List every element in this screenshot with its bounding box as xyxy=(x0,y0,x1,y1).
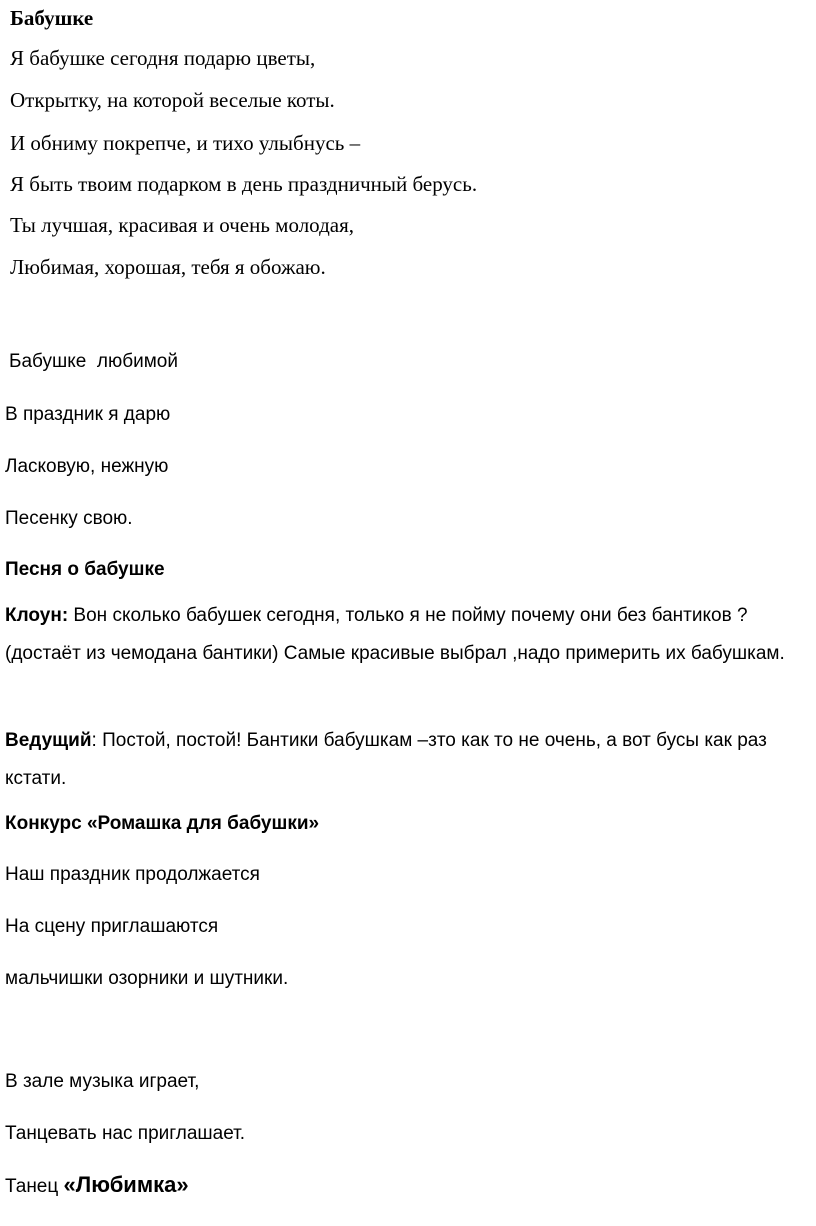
poem2-line-3: Песенку свою. xyxy=(5,508,133,529)
contest-line-3: мальчишки озорники и шутники. xyxy=(5,968,289,989)
host-speaker: Ведущий xyxy=(5,730,92,751)
contest-line-2: На сцену приглашаются xyxy=(5,916,219,937)
contest-title: Конкурс «Ромашка для бабушки» xyxy=(5,813,320,834)
poem2-line-1: В праздник я дарю xyxy=(5,404,171,425)
music-line-2: Танцевать нас приглашает. xyxy=(5,1123,246,1144)
clown-paragraph xyxy=(5,597,795,673)
music-line-1: В зале музыка играет, xyxy=(5,1071,200,1092)
host-paragraph xyxy=(5,722,795,798)
poem1-line-1: Я бабушке сегодня подарю цветы, xyxy=(10,46,316,70)
poem1-line-4: Я быть твоим подарком в день праздничный берусь. xyxy=(10,172,478,196)
host-text: : Постой, постой! Бантики бабушкам –зто как то не очень, а вот бусы как раз кстати. xyxy=(5,730,767,789)
poem1-line-5: Ты лучшая, красивая и очень молодая, xyxy=(10,213,354,237)
poem1-line-2: Открытку, на которой веселые коты. xyxy=(10,88,335,112)
song-title: Песня о бабушке xyxy=(5,559,165,580)
dance-name: «Любимка» xyxy=(63,1172,189,1197)
poem2-line-2: Ласковую, нежную xyxy=(5,456,169,477)
poem1-line-3: И обниму покрепче, и тихо улыбнусь – xyxy=(10,131,361,155)
contest-line-1: Наш праздник продолжается xyxy=(5,864,260,885)
poem2-title: Бабушке любимой xyxy=(9,351,178,372)
poem1-line-6: Любимая, хорошая, тебя я обожаю. xyxy=(10,255,326,279)
dance-line xyxy=(5,1173,189,1199)
clown-speaker: Клоун: xyxy=(5,605,69,626)
poem1-title: Бабушке xyxy=(10,6,94,30)
dance-prefix: Танец xyxy=(5,1176,64,1197)
clown-text: Вон сколько бабушек сегодня, только я не пойму почему они без бантиков ? (достаёт из чемодана бантики) Самые красивые выбрал ,надо примерить их бабушкам. xyxy=(5,605,785,664)
